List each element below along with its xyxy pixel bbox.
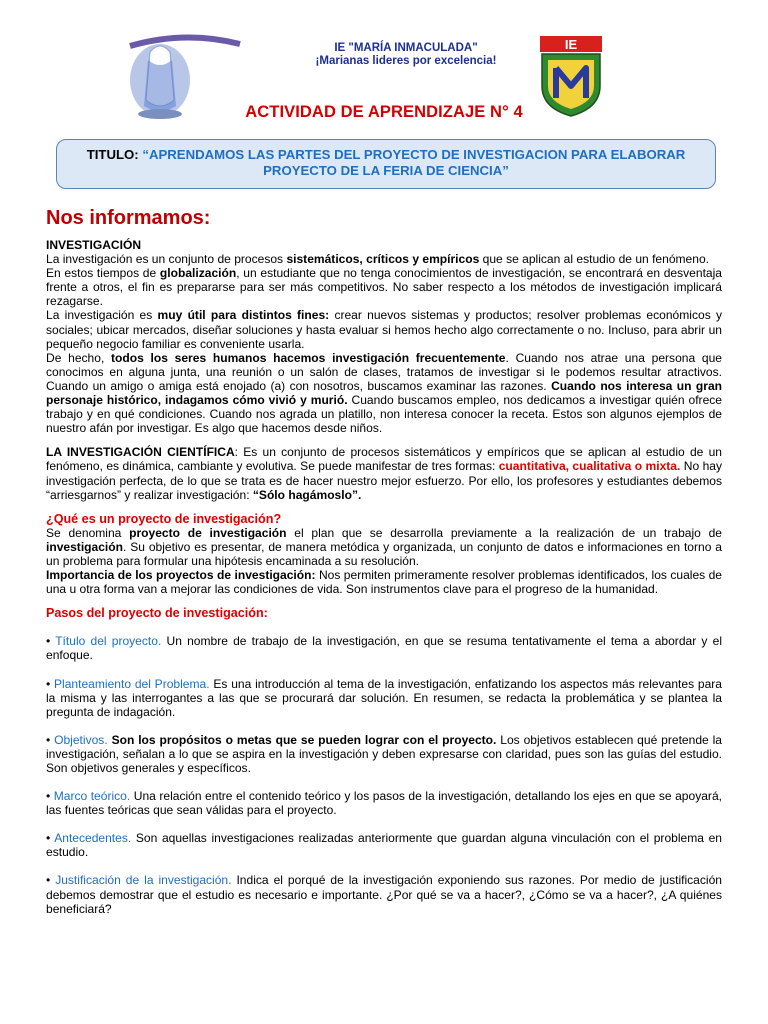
paragraph: Importancia de los proyectos de investigación: Nos permiten primeramente resolver problemas identificados, los cuales de una u otra forma van a mejorar las condiciones de vida. Son instrumentos clave para el progreso de la humanidad. xyxy=(46,568,722,597)
paragraph: La investigación es un conjunto de procesos sistemáticos, críticos y empíricos que se aplican al estudio de un fenómeno. xyxy=(46,252,710,267)
list-item: • Objetivos. Son los propósitos o metas que se pueden lograr con el proyecto. Los objetivos establecen qué pretende la investigación, señalan a lo que se aspira en la investigación y deben expresarse con claridad, pues son las guías del estudio. Son objetivos generales y específicos. xyxy=(46,732,722,775)
list-item: • Título del proyecto. Un nombre de trabajo de la investigación, en que se resuma tentativamente el tema a abordar y el enfoque. xyxy=(46,634,722,663)
paragraph: De hecho, todos los seres humanos hacemos investigación frecuentemente. Cuando nos atrae una persona que conocimos en alguna junta, una reunión o un salón de clases, tratamos de investigar si le podemos resultar atractivos. Cuando un amigo o amiga está enojado (a) con nosotros, buscamos examinar las razones. Cuando nos interesa un gran personaje histórico, indagamos cómo vivió y murió. Cuando buscamos empleo, nos dedicamos a investigar quién ofrece trabajo y en qué condiciones. Cuando nos agrada un platillo, non interesa conocer la receta. Estos son algunos ejemplos de nuestro afán por investigar. Es algo que hacemos desde niños. xyxy=(46,350,723,436)
paragraph: La investigación es muy útil para distintos fines: crear nuevos sistemas y productos; resolver problemas económicos y sociales; ubicar mercados, diseñar soluciones y hasta evaluar si hemos hecho algo correctamente o no. Incluso, para abrir un pequeño negocio familiar es conveniente usarla. xyxy=(46,308,722,351)
titulo-label: TITULO: xyxy=(86,147,139,162)
pasos-heading: Pasos del proyecto de investigación: xyxy=(46,606,268,621)
investigacion-cientifica-paragraph: LA INVESTIGACIÓN CIENTÍFICA: Es un conjunto de procesos sistemáticos y empíricos que se aplican al estudio de un fenómeno, es dinámica, cambiante y evolutiva. Se puede manifestar de tres formas: cuantitativa, cualitativa o mixta. No hay investigación perfecta, de lo que se trata es de hacer nuestro mejor esfuerzo. Por ello, los profesores y estudiantes debemos “arriesgarnos” y realizar investigación: “Sólo hagámoslo”. xyxy=(46,445,722,502)
list-item: • Planteamiento del Problema. Es una introducción al tema de la investigación, enfatizando los aspectos más relevantes para la misma y las interrogantes a las que se procurará dar solución. En resumen, se redacta la problemática y se plantea la pregunta de indagación. xyxy=(46,676,722,719)
paragraph: En estos tiempos de globalización, un estudiante que no tenga conocimientos de investigación, se encontrará en desventaja frente a otros, el fin es prepararse para ser más competitivos. No saber respecto a los métodos de investigación implicará rezagarse. xyxy=(46,266,722,309)
crest-initials: IE xyxy=(564,37,578,52)
list-item: • Marco teórico. Una relación entre el contenido teórico y los pasos de la investigación, detallando los ejes en que se apoyará, las fuentes teóricas que sean válidas para el proyecto. xyxy=(46,789,722,818)
investigacion-heading: INVESTIGACIÓN xyxy=(46,238,142,252)
document-body xyxy=(46,238,722,916)
school-motto: ¡Marianas lideres por excelencia! xyxy=(315,55,497,67)
titulo-box xyxy=(56,139,716,189)
section-heading: Nos informamos: xyxy=(46,207,211,229)
school-name-block xyxy=(296,42,516,68)
proyecto-heading: ¿Qué es un proyecto de investigación? xyxy=(46,511,282,526)
paragraph: Se denomina proyecto de investigación el plan que se desarrolla previamente a la realización de un trabajo de investigación. Su objetivo es presentar, de manera metódica y organizada, un conjunto de datos e informaciones en torno a un problema para formular una hipótesis encaminada a su resolución. xyxy=(46,525,722,568)
activity-title: ACTIVIDAD DE APRENDIZAJE N° 4 xyxy=(245,103,523,121)
list-item: • Justificación de la investigación. Indica el porqué de la investigación exponiendo sus razones. Por medio de justificación debemos demostrar que el estudio es necesario e importante. ¿Por qué se va a hacer?, ¿Cómo se va a hacer?, ¿A quiénes beneficiará? xyxy=(46,873,722,916)
list-item: • Antecedentes. Son aquellas investigaciones realizadas anteriormente que guardan alguna vinculación con el problema en estudio. xyxy=(46,831,722,860)
titulo-text: “APRENDAMOS LAS PARTES DEL PROYECTO DE INVESTIGACION PARA ELABORAR PROYECTO DE LA FERIA DE CIENCIA” xyxy=(142,147,686,178)
school-name: IE "MARÍA INMACULADA" xyxy=(334,42,478,54)
